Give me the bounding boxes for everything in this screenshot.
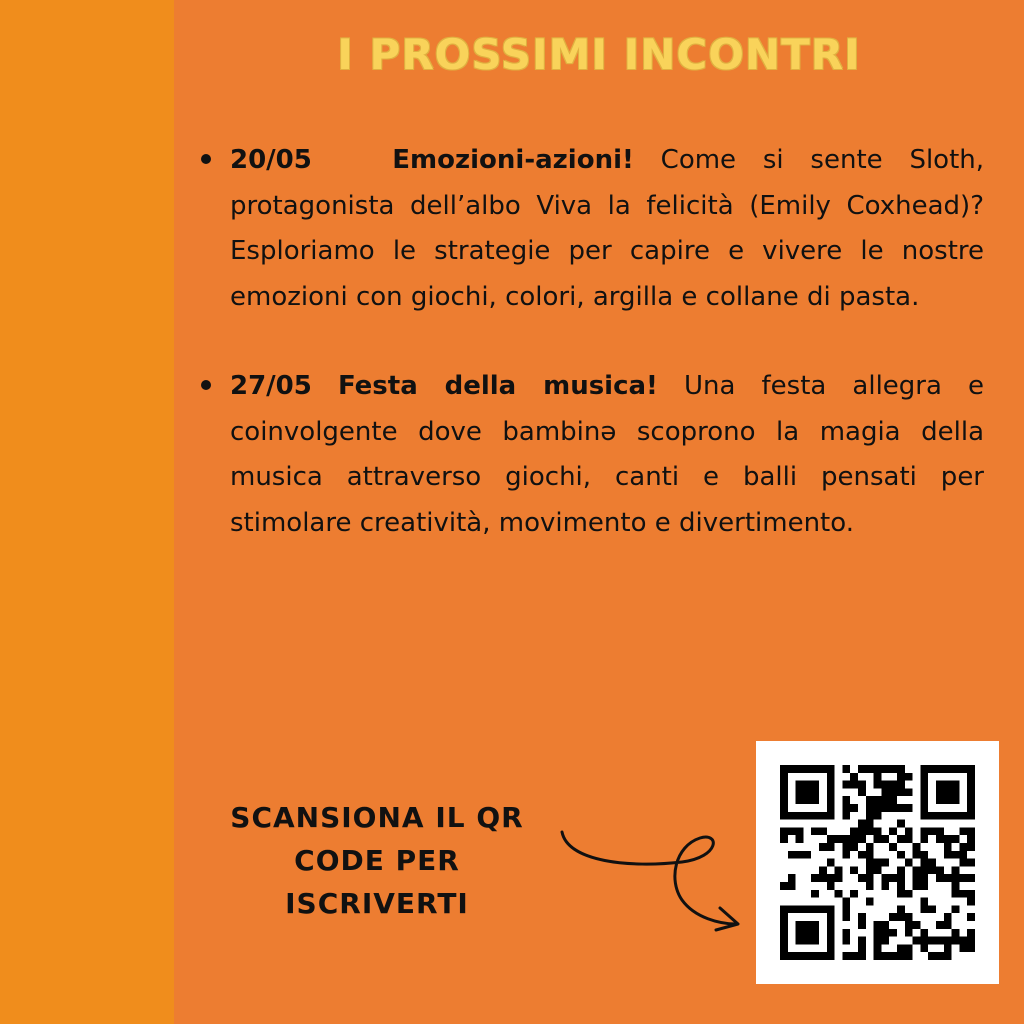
qr-code-card[interactable]: [756, 741, 999, 984]
event-description: Una festa allegra e coinvolgente dove bambinə scoprono la magia della musica attraverso giochi, canti e balli pensati per stimolare creatività, movimento e divertimento.: [230, 371, 985, 538]
curly-arrow-icon: [550, 820, 750, 940]
scan-instructions: [204, 796, 550, 925]
event-date: 20/05: [230, 145, 312, 175]
page-title: I PROSSIMI INCONTRI: [337, 30, 861, 79]
event-title: Festa della musica!: [337, 371, 658, 401]
qr-code-icon[interactable]: [780, 765, 975, 960]
bullet-icon: [201, 154, 211, 164]
event-description: Come si sente Sloth, protagonista dell’albo Viva la felicità (Emily Coxhead)? Esploriamo le strategie per capire e vivere le nostre emozioni con giochi, colori, argilla e collane di pasta.: [230, 145, 985, 312]
side-band: [0, 0, 174, 1024]
event-date: 27/05: [230, 371, 312, 401]
bullet-icon: [201, 380, 211, 390]
scan-instructions-line: ISCRIVERTI: [285, 887, 469, 920]
event-item: [196, 364, 984, 546]
event-item: [196, 138, 984, 320]
event-title: Emozioni-azioni!: [392, 145, 634, 175]
event-list: [196, 138, 984, 546]
scan-instructions-line: SCANSIONA IL QR: [230, 801, 524, 834]
scan-instructions-line: CODE PER: [294, 844, 460, 877]
